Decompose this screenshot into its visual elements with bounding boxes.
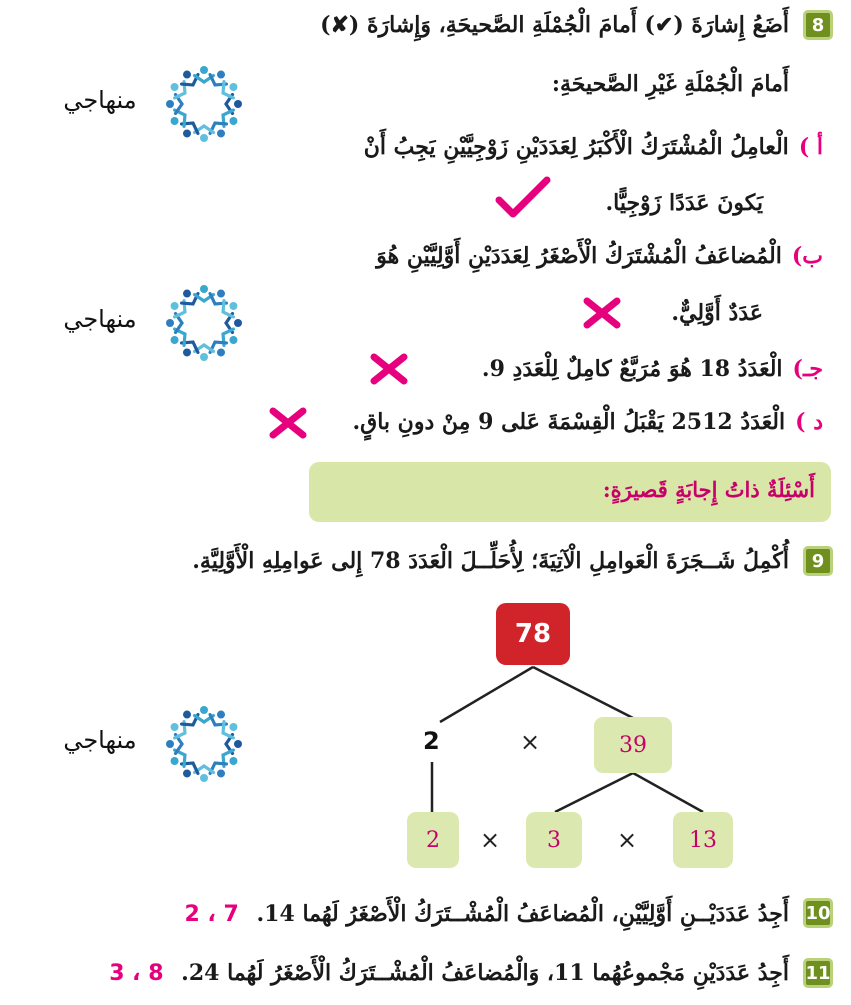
item-letter: جـ)	[792, 356, 823, 382]
factor-tree-leaf: 3	[526, 812, 582, 868]
q8-item-b-line2: عَدَدٌ أَوَّلِيٌّ.	[671, 300, 763, 326]
item-text: الْعَدَدُ 18 هُوَ مُرَبَّعٌ كامِلٌ لِلْعَدَدِ 9.	[481, 356, 783, 382]
q8-prompt-line1: أَضَعُ إِشارَةَ (✔) أَمامَ الْجُمْلَةِ الصَّحيحَةِ، وَإِشارَةَ (✘)	[320, 12, 789, 38]
q11-prompt: أَجِدُ عَدَدَيْنِ مَجْموعُهُما 11، وَالْمُضاعَفُ الْمُشْــتَرَكُ الْأَصْغَرُ لَهُما 24.	[181, 960, 789, 986]
q10-line	[185, 903, 790, 926]
item-letter: أ )	[798, 134, 823, 160]
q11-line	[109, 962, 789, 985]
item-letter: ب)	[791, 243, 823, 269]
question-number-badge: 9	[803, 546, 833, 576]
q11-answer: 8 ، 3	[109, 961, 164, 986]
multiply-sign: ×	[480, 826, 501, 854]
factor-tree-left-factor: 2	[423, 727, 440, 755]
section-title: أَسْئِلَةٌ ذاتُ إِجابَةٍ قَصيرَةٍ:	[602, 477, 815, 502]
factor-tree-leaf: 2	[407, 812, 459, 868]
item-letter: د )	[795, 409, 823, 435]
item-text: الْعَدَدُ 2512 يَقْبَلُ الْقِسْمَةَ عَلى 9 مِنْ دونِ باقٍ.	[352, 409, 786, 435]
logo-text: منهاجي	[63, 86, 137, 114]
q9-prompt: أُكْمِلُ شَــجَرَةَ الْعَوامِلِ الْآتِيَةَ؛ لِأُحَلِّــلَ الْعَدَدَ 78 إِلى عَوامِلِهِ الْأَوَّلِيَّةِ.	[192, 548, 789, 574]
logo-text: منهاجي	[63, 726, 137, 754]
q8-prompt-line2: أَمامَ الْجُمْلَةِ غَيْرِ الصَّحيحَةِ:	[551, 71, 789, 97]
question-number-badge: 11	[803, 958, 833, 988]
item-text: الْعامِلُ الْمُشْتَرَكُ الْأَكْبَرُ لِعَدَدَيْنِ زَوْجِيَّيْنِ يَجِبُ أَنْ	[363, 134, 789, 160]
factor-tree-right-factor: 39	[594, 717, 672, 773]
factor-tree-root: 78	[496, 603, 570, 665]
q10-prompt: أَجِدُ عَدَدَيْــنِ أَوَّلِيَّيْنِ، الْمُضاعَفُ الْمُشْــتَرَكُ الْأَصْغَرُ لَهُما 14.	[256, 901, 789, 927]
item-text: الْمُضاعَفُ الْمُشْتَرَكُ الْأَصْغَرُ لِعَدَدَيْنِ أَوَّلِيَّيْنِ هُوَ	[376, 243, 782, 269]
logo-text: منهاجي	[63, 305, 137, 333]
q10-answer: 7 ، 2	[184, 902, 239, 927]
multiply-sign: ×	[617, 826, 638, 854]
question-number-badge: 8	[803, 10, 833, 40]
factor-tree-leaf: 13	[673, 812, 733, 868]
question-number-badge: 10	[803, 898, 833, 928]
multiply-sign: ×	[520, 728, 541, 756]
q8-item-a-line2: يَكونَ عَدَدًا زَوْجِيًّا.	[605, 190, 763, 216]
